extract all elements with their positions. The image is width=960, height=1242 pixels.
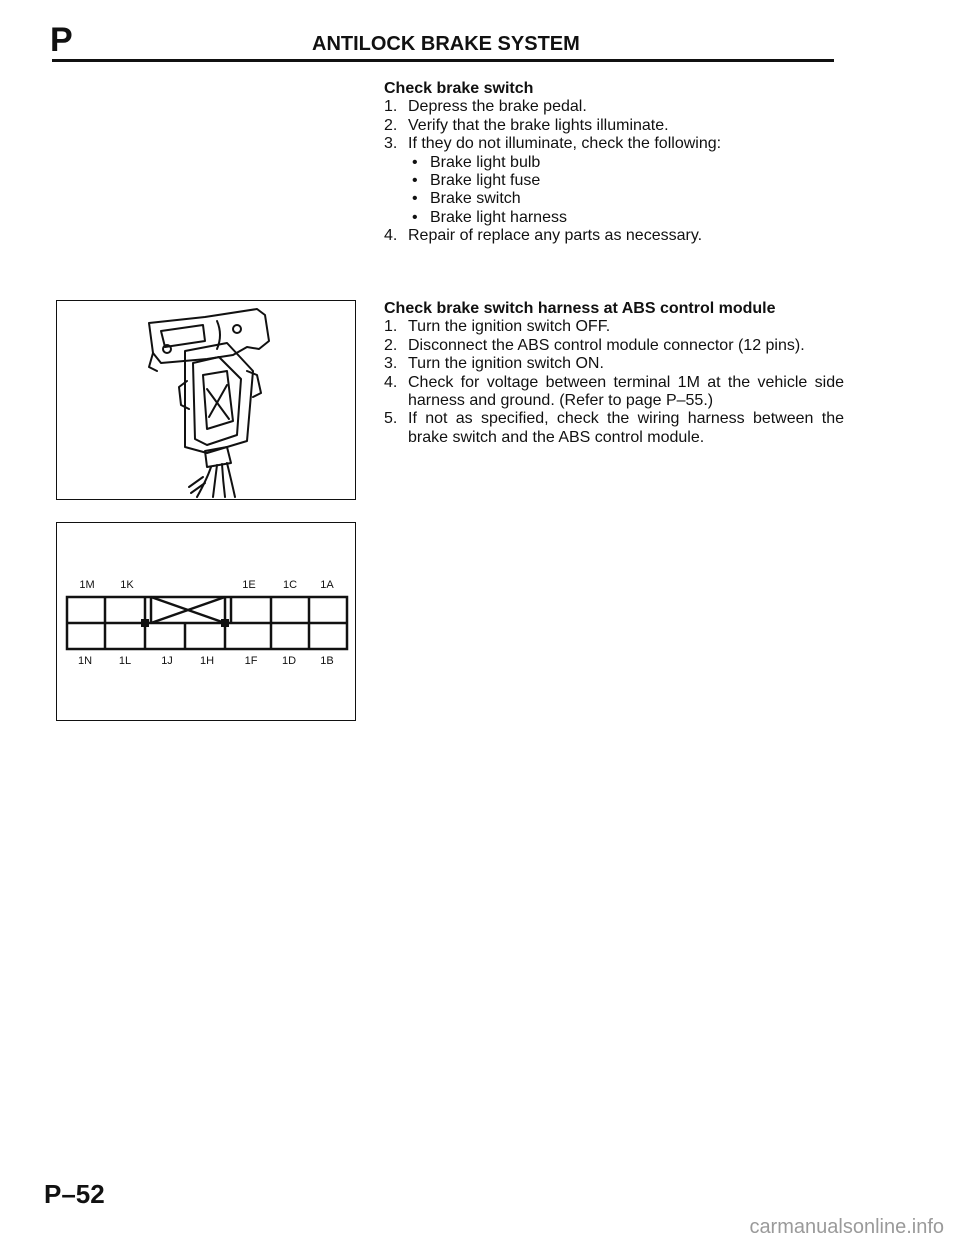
pin-label: 1K	[120, 579, 134, 591]
bullet-item	[384, 154, 844, 172]
connector-diagram	[65, 595, 349, 651]
pin-label: 1H	[199, 655, 215, 667]
step-item	[384, 98, 844, 116]
step-text: Disconnect the ABS control module connector (12 pins).	[408, 336, 805, 354]
bullet-item	[384, 190, 844, 208]
bullet-icon: •	[412, 208, 418, 226]
pin-label: 1L	[118, 655, 132, 667]
step-list	[384, 227, 844, 245]
bullet-icon: •	[412, 153, 418, 171]
step-item	[384, 318, 844, 336]
step-item	[384, 355, 844, 373]
step-text: If not as specified, check the wiring harness between the brake switch and the ABS control module.	[408, 410, 844, 446]
step-item	[384, 410, 844, 447]
pin-label: 1D	[281, 655, 297, 667]
step-item	[384, 227, 844, 245]
section-heading: Check brake switch harness at ABS control module	[384, 300, 776, 317]
bullet-item	[384, 209, 844, 227]
step-text: Verify that the brake lights illuminate.	[408, 116, 669, 134]
bullet-text: Brake switch	[430, 190, 521, 208]
step-text: If they do not illuminate, check the following:	[408, 135, 722, 153]
section-letter: P	[50, 21, 73, 59]
step-number: 3.	[384, 355, 398, 373]
pin-label: 1F	[244, 655, 258, 667]
pin-label: 1N	[77, 655, 93, 667]
step-text: Repair of replace any parts as necessary.	[408, 227, 703, 245]
step-number: 2.	[384, 116, 398, 134]
brake-switch-illustration	[57, 301, 354, 498]
step-text: Turn the ignition switch ON.	[408, 355, 604, 373]
bullet-icon: •	[412, 172, 418, 190]
pin-label: 1C	[282, 579, 298, 591]
step-number: 4.	[384, 373, 398, 391]
step-number: 2.	[384, 336, 398, 354]
step-number: 4.	[384, 227, 398, 245]
section-check-brake-switch	[384, 80, 844, 246]
bullet-icon: •	[412, 190, 418, 208]
step-item	[384, 135, 844, 153]
pin-label: 1B	[320, 655, 334, 667]
section-heading: Check brake switch	[384, 80, 534, 97]
step-number: 3.	[384, 135, 398, 153]
step-text: Check for voltage between terminal 1M at the vehicle side harness and ground. (Refer to page P–55.)	[408, 373, 844, 410]
page-number: P–52	[44, 1179, 105, 1209]
step-item	[384, 374, 844, 411]
pin-label: 1J	[161, 655, 173, 667]
bullet-text: Brake light harness	[430, 208, 567, 226]
step-list	[384, 98, 844, 153]
step-number: 1.	[384, 318, 398, 336]
bullet-text: Brake light fuse	[430, 172, 541, 190]
page-title: ANTILOCK BRAKE SYSTEM	[312, 33, 580, 55]
step-number: 5.	[384, 410, 398, 428]
step-item	[384, 117, 844, 135]
step-text: Depress the brake pedal.	[408, 98, 587, 116]
bullet-item	[384, 172, 844, 190]
bullet-text: Brake light bulb	[430, 153, 541, 171]
pin-label: 1A	[320, 579, 334, 591]
watermark: carmanualsonline.info	[749, 1216, 944, 1238]
step-text: Turn the ignition switch OFF.	[408, 318, 611, 336]
step-item	[384, 337, 844, 355]
connector-pinout-figure	[56, 522, 356, 721]
bullet-list	[384, 154, 844, 228]
pin-label: 1M	[79, 579, 95, 591]
header-divider	[52, 59, 834, 62]
section-check-harness	[384, 300, 844, 447]
step-number: 1.	[384, 98, 398, 116]
step-list	[384, 318, 844, 447]
pin-label: 1E	[242, 579, 256, 591]
brake-switch-figure	[56, 300, 356, 500]
